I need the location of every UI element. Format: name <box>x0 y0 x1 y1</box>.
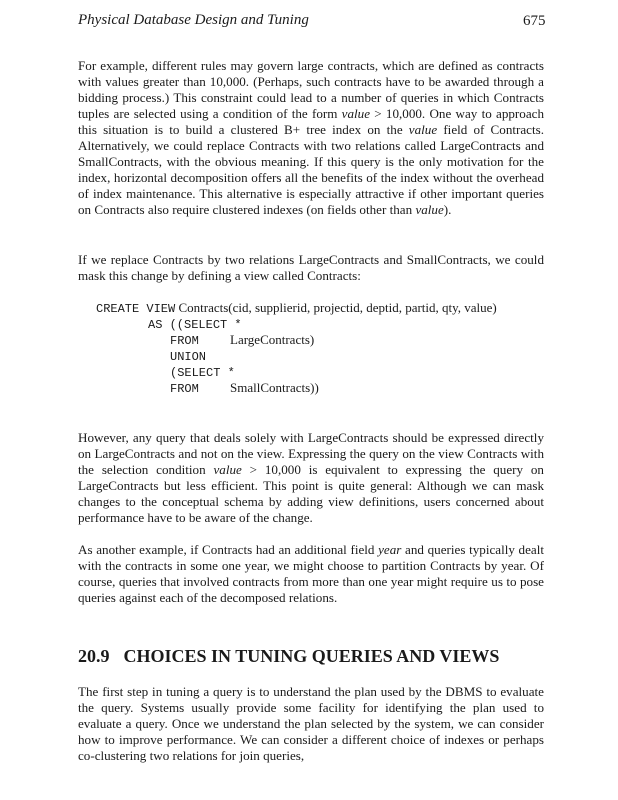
running-header-title: Physical Database Design and Tuning <box>78 12 309 28</box>
section-number: 20.9 <box>78 646 110 666</box>
code-text: ((SELECT * <box>162 318 242 332</box>
paragraph-view-performance: However, any query that deals solely with LargeContracts should be expressed directly on LargeContracts and not on the view. Expressing the query on the view Contracts with the selection condition value > 10,000 is equivalent to expressing the query on LargeContracts but less efficient. This point is quite general: Although we can mask changes to the conceptual schema by adding view definitions, users concerned about performance have to be aware of the change. <box>78 430 544 525</box>
code-keyword: UNION <box>170 350 207 364</box>
code-text: Contracts(cid, supplierid, projectid, deptid, partid, qty, value) <box>175 300 497 315</box>
code-text: LargeContracts) <box>230 332 315 347</box>
code-keyword: CREATE VIEW <box>96 302 176 316</box>
paragraph-mask-change: If we replace Contracts by two relations LargeContracts and SmallContracts, we could mask this change by defining a view called Contracts: <box>78 252 544 283</box>
code-keyword: (SELECT * <box>170 366 235 380</box>
section-title: CHOICES IN TUNING QUERIES AND VIEWS <box>123 646 500 666</box>
paragraph-query-plan: The first step in tuning a query is to understand the plan used by the DBMS to evaluate the query. Systems usually provide some facility for identifying the plan used to evaluate a query. Once we understand the plan selected by the system, we can consider how to improve performance. We can consider a different choice of indexes or perhaps co-clustering two relations for join queries, <box>78 684 544 763</box>
create-view-code-block <box>96 300 566 396</box>
page-number: 675 <box>523 13 546 29</box>
paragraph-partition-by-year: As another example, if Contracts had an additional field year and queries typically dealt with the contracts in some one year, we might choose to partition Contracts by year. Of course, queries that involved contracts from more than one year might require us to pose queries against each of the decomposed relations. <box>78 542 544 605</box>
code-keyword: FROM <box>170 334 199 348</box>
code-keyword: AS <box>148 318 163 332</box>
code-text: SmallContracts)) <box>230 380 319 395</box>
code-keyword: FROM <box>170 382 199 396</box>
paragraph-horizontal-decomposition: For example, different rules may govern large contracts, which are defined as contracts with values greater than 10,000. (Perhaps, such contracts have to be awarded through a bidding process.) This constraint could lead to a number of queries in which Contracts tuples are selected using a condition of the form value > 10,000. One way to approach this situation is to build a clustered B+ tree index on the value field of Contracts. Alternatively, we could replace Contracts with two relations called LargeContracts and SmallContracts, with the obvious meaning. If this query is the only motivation for the index, horizontal decomposition offers all the benefits of the index without the overhead of index maintenance. This alternative is especially attractive if other important queries on Contracts also require clustered indexes (on fields other than value). <box>78 58 544 217</box>
section-heading <box>78 646 499 667</box>
